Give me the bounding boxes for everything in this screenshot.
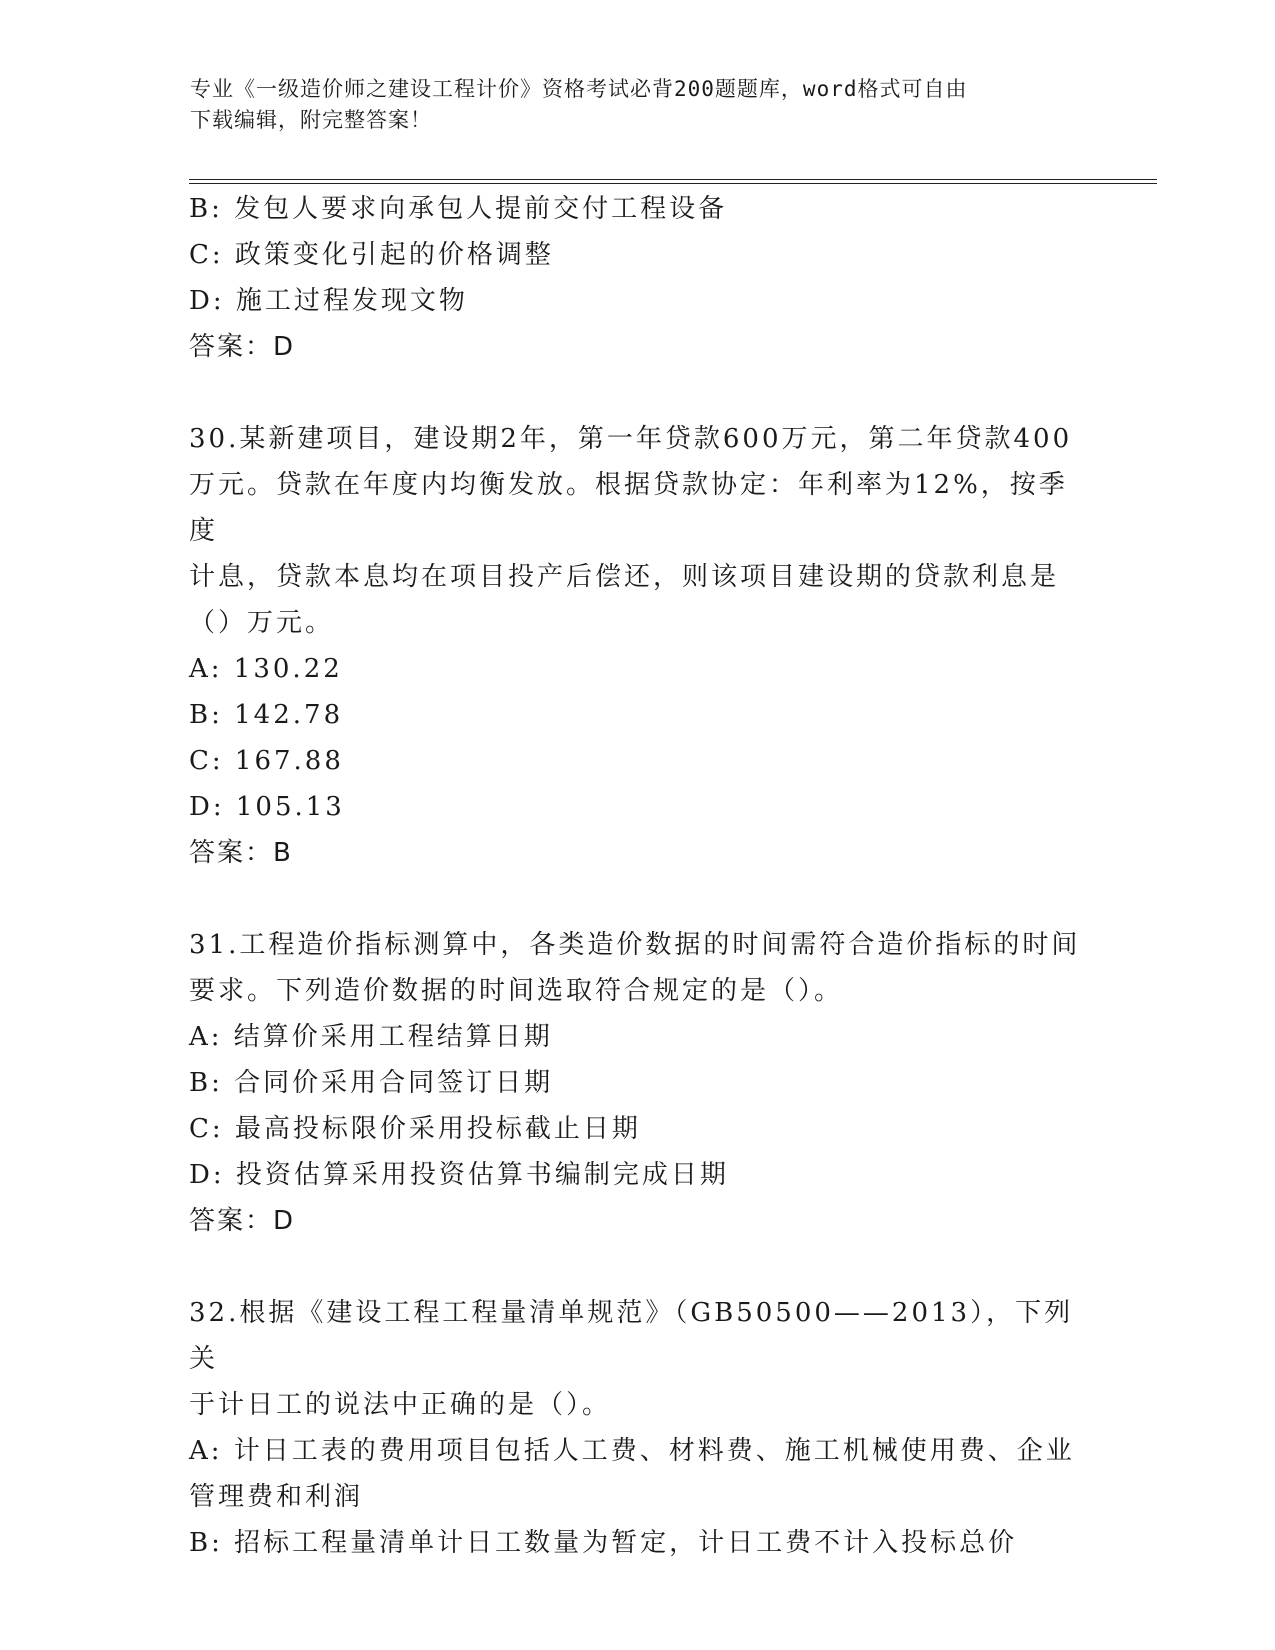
spacer xyxy=(189,876,1089,922)
question-stem-line: （）万元。 xyxy=(189,608,335,638)
header-line-2: 下载编辑，附完整答案！ xyxy=(190,108,432,132)
option-b: B: 发包人要求向承包人提前交付工程设备 xyxy=(189,194,728,224)
option-d: D: 投资估算采用投资估算书编制完成日期 xyxy=(189,1160,729,1190)
header-divider xyxy=(189,179,1157,184)
option-b: B: 142.78 xyxy=(189,700,344,730)
question-content xyxy=(189,186,1089,1566)
page-header xyxy=(190,74,1090,136)
option-c: C: 政策变化引起的价格调整 xyxy=(189,240,554,270)
question-stem-line: 计息，贷款本息均在项目投产后偿还，则该项目建设期的贷款利息是 xyxy=(189,562,1060,592)
question-29-continued xyxy=(189,186,1089,370)
option-b: B: 招标工程量清单计日工数量为暂定，计日工费不计入投标总价 xyxy=(189,1528,1018,1558)
option-a: A: 计日工表的费用项目包括人工费、材料费、施工机械使用费、企业 xyxy=(189,1436,1075,1466)
spacer xyxy=(189,370,1089,416)
option-a: A: 结算价采用工程结算日期 xyxy=(189,1022,553,1052)
question-stem-line: 万元。贷款在年度内均衡发放。根据贷款协定：年利率为12%，按季度 xyxy=(189,470,1068,546)
header-line-1: 专业《一级造价师之建设工程计价》资格考试必背200题题库，word格式可自由 xyxy=(190,77,968,101)
option-c: C: 167.88 xyxy=(189,746,344,776)
option-d: D: 105.13 xyxy=(189,792,345,822)
option-a: A: 130.22 xyxy=(189,654,343,684)
question-32 xyxy=(189,1290,1089,1566)
answer-line: 答案：D xyxy=(189,332,296,362)
option-b: B: 合同价采用合同签订日期 xyxy=(189,1068,554,1098)
option-c: C: 最高投标限价采用投标截止日期 xyxy=(189,1114,641,1144)
option-d: D: 施工过程发现文物 xyxy=(189,286,468,316)
question-30 xyxy=(189,416,1089,876)
question-stem-line: 于计日工的说法中正确的是（）。 xyxy=(189,1390,612,1420)
question-stem-line: 32.根据《建设工程工程量清单规范》（GB50500——2013），下列关 xyxy=(189,1298,1074,1374)
question-stem-line: 30.某新建项目，建设期2年，第一年贷款600万元，第二年贷款400 xyxy=(189,424,1073,454)
question-stem-line: 31.工程造价指标测算中，各类造价数据的时间需符合造价指标的时间 xyxy=(189,930,1081,960)
option-a-continued: 管理费和利润 xyxy=(189,1482,364,1512)
answer-line: 答案：D xyxy=(189,1206,296,1236)
question-stem-line: 要求。下列造价数据的时间选取符合规定的是（）。 xyxy=(189,976,844,1006)
answer-line: 答案：B xyxy=(189,838,293,868)
question-31 xyxy=(189,922,1089,1244)
spacer xyxy=(189,1244,1089,1290)
